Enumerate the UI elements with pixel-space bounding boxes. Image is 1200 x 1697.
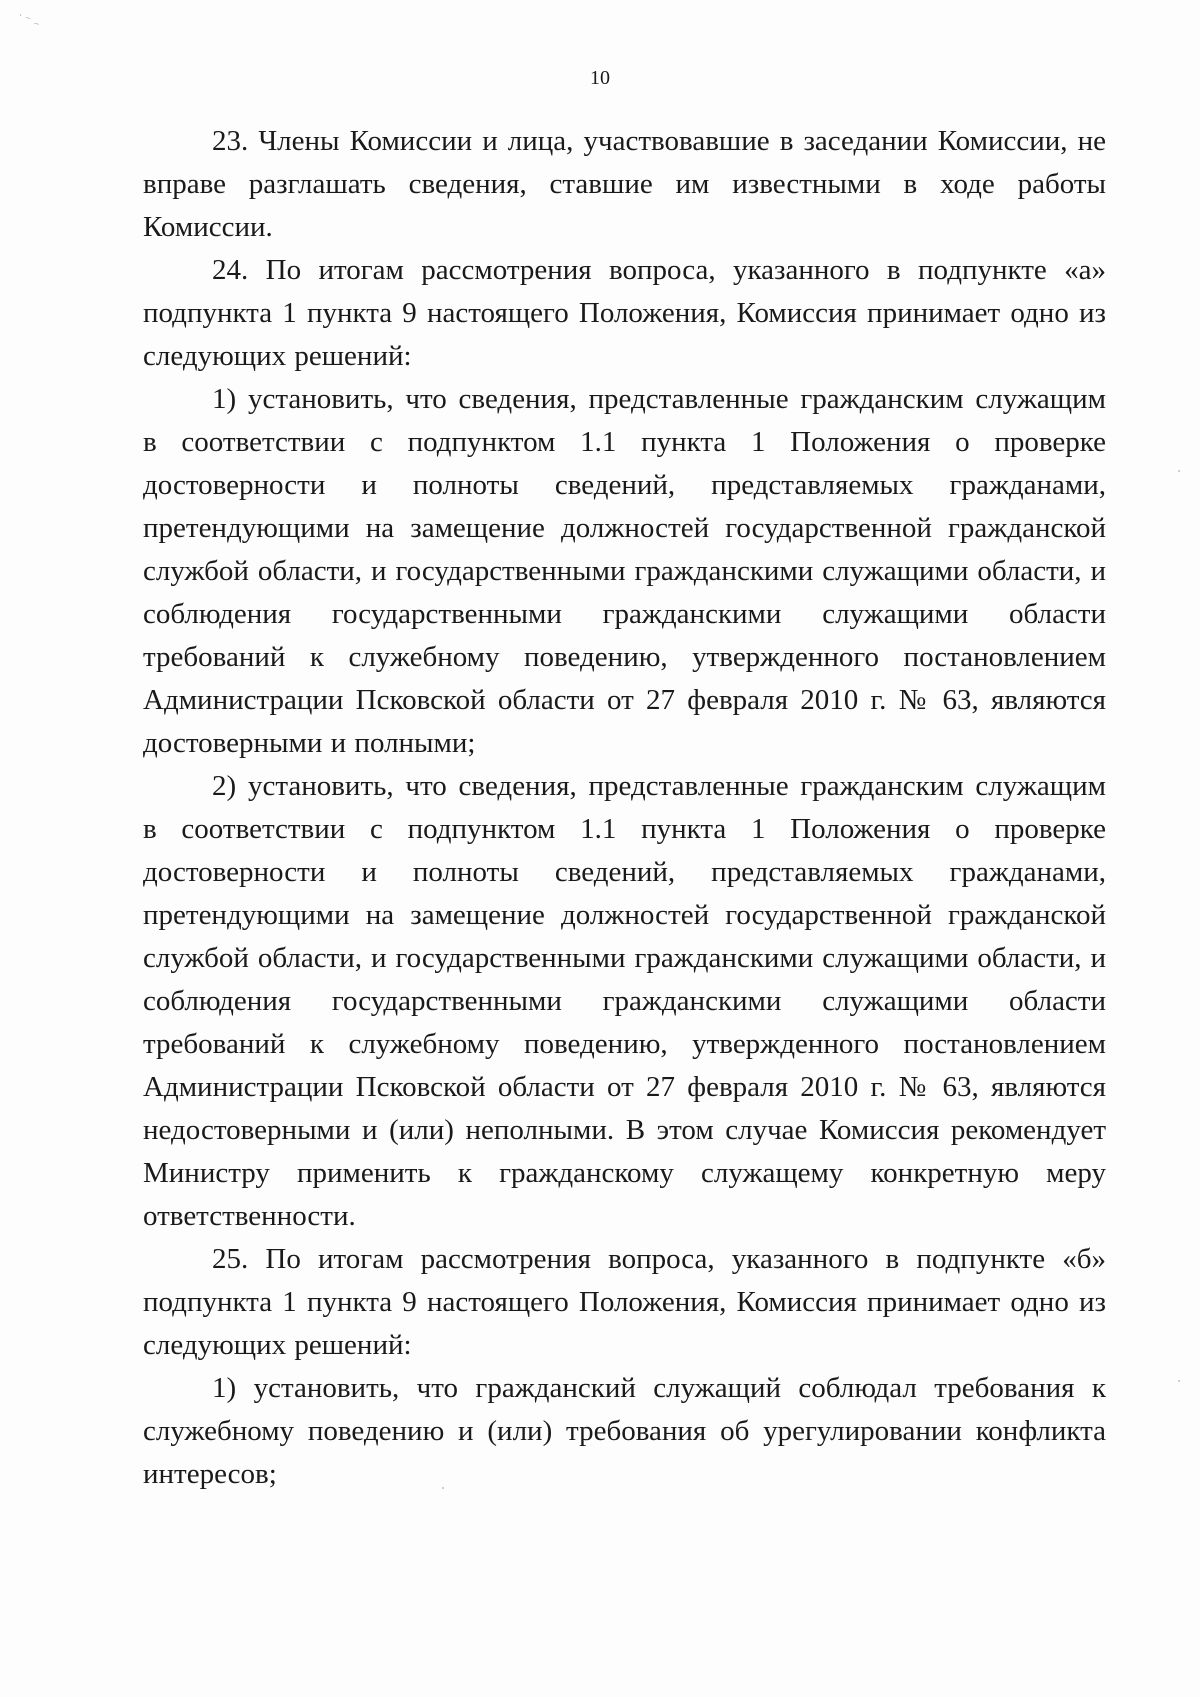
- scan-speck: [1178, 470, 1180, 472]
- paragraph-23: 23. Члены Комиссии и лица, участвовавшие в заседании Комиссии, не вправе разглашать сведения, ставшие им известными в ходе работы Комиссии.: [143, 125, 1106, 243]
- document-body: [143, 120, 1106, 1496]
- scan-speck: [442, 1487, 444, 1489]
- paragraph-25-item-1: 1) установить, что гражданский служащий соблюдал требования к служебному поведению и (или) требования об урегулировании конфликта интересов;: [143, 1372, 1106, 1490]
- paragraph-24-item-1: 1) установить, что сведения, представленные гражданским служащим в соответствии с подпунктом 1.1 пункта 1 Положения о проверке достоверности и полноты сведений, представляемых гражданами, претендующими на замещение должностей государственной гражданской службой области, и государственными гражданскими служащими области, и соблюдения государственными гражданскими служащими области требований к служебному поведению, утвержденного постановлением Администрации Псковской области от 27 февраля 2010 г. № 63, являются достоверными и полными;: [143, 383, 1106, 759]
- paragraph-24: 24. По итогам рассмотрения вопроса, указанного в подпункте «а» подпункта 1 пункта 9 настоящего Положения, Комиссия принимает одно из следующих решений:: [143, 254, 1106, 372]
- paragraph-25: 25. По итогам рассмотрения вопроса, указанного в подпункте «б» подпункта 1 пункта 9 настоящего Положения, Комиссия принимает одно из следующих решений:: [143, 1243, 1106, 1361]
- paragraph-24-item-2: 2) установить, что сведения, представленные гражданским служащим в соответствии с подпунктом 1.1 пункта 1 Положения о проверке достоверности и полноты сведений, представляемых гражданами, претендующими на замещение должностей государственной гражданской службой области, и государственными гражданскими служащими области, и соблюдения государственными гражданскими служащими области требований к служебному поведению, утвержденного постановлением Администрации Псковской области от 27 февраля 2010 г. № 63, являются недостоверными и (или) неполными. В этом случае Комиссия рекомендует Министру применить к гражданскому служащему конкретную меру ответственности.: [143, 770, 1106, 1232]
- page-number: 10: [590, 67, 610, 89]
- scan-speck: [1178, 1380, 1180, 1382]
- scan-artifact: ˙ ⁻ ₋: [16, 10, 42, 30]
